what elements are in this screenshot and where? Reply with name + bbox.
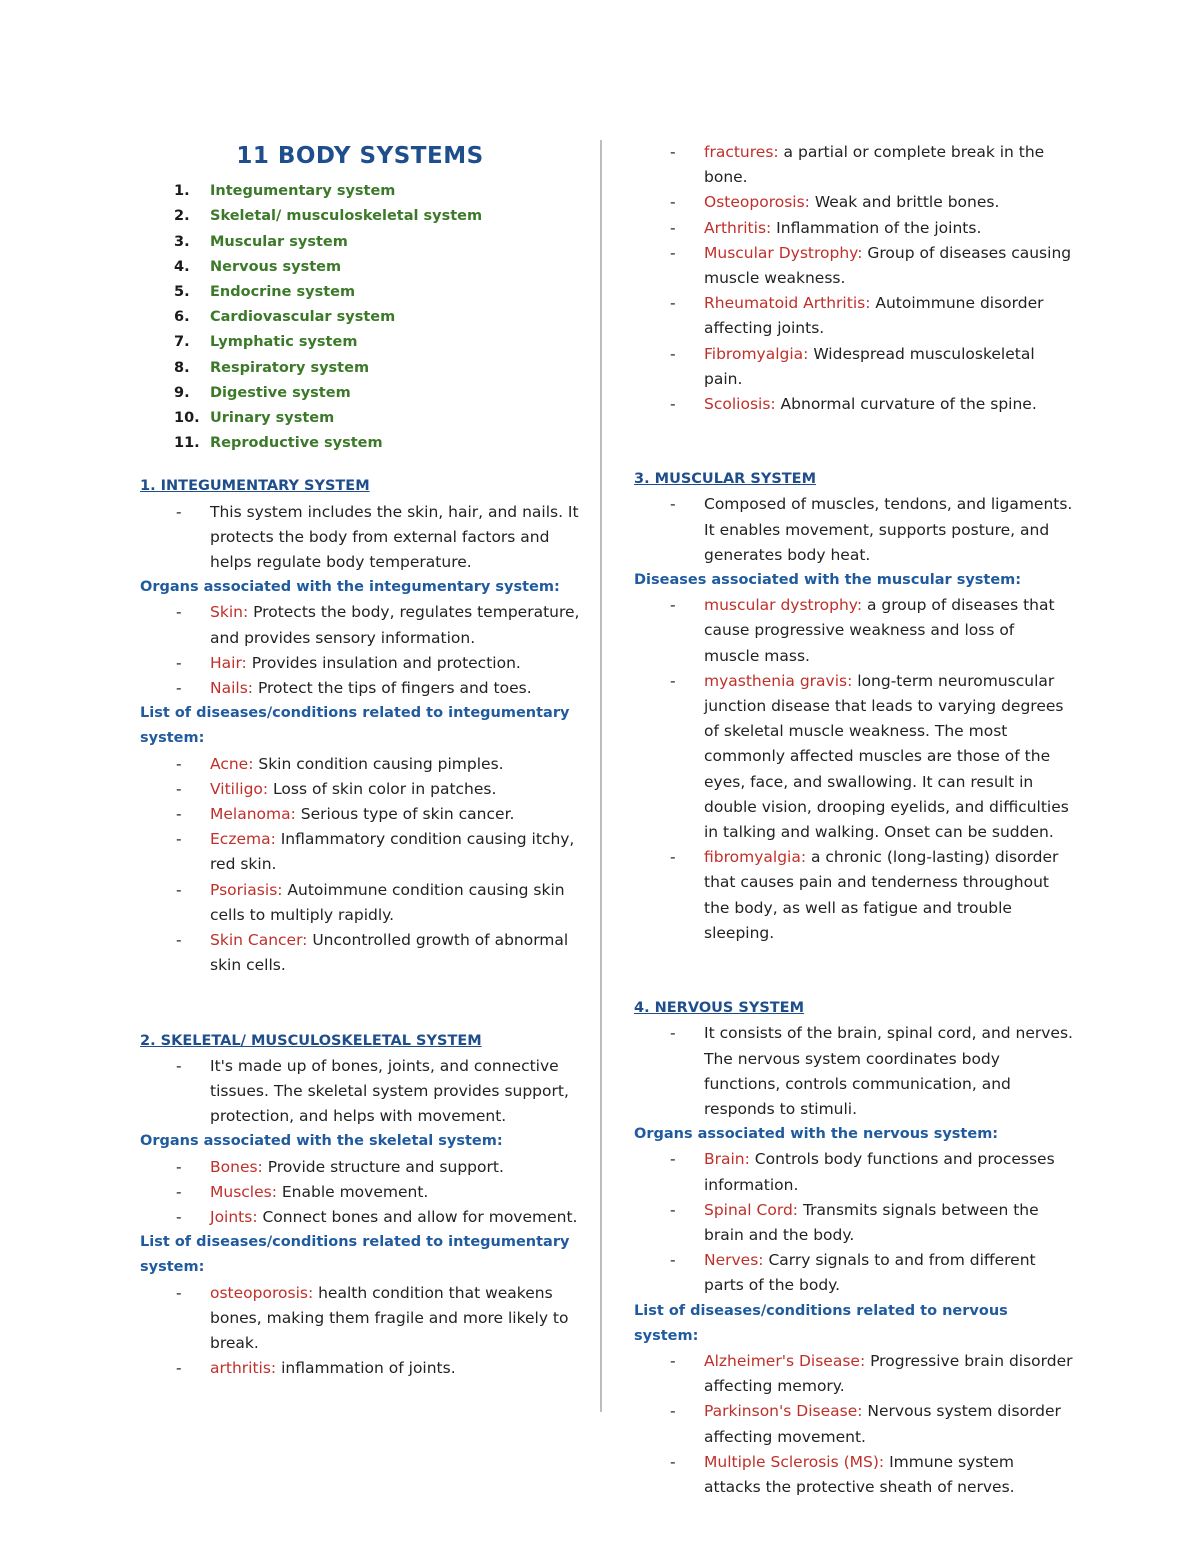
list-item: - Vitiligo: Loss of skin color in patches.	[176, 779, 497, 798]
list-item: 7. Lymphatic system	[174, 334, 358, 351]
list-item: 8. Respiratory system	[174, 359, 370, 376]
list-item: - Multiple Sclerosis (MS): Immune system attacks the protective sheath of nerves.	[670, 1452, 1015, 1496]
nervous-diseases-heading: List of diseases/conditions related to nervous system:	[634, 1302, 1008, 1344]
skeletal-heading: 2. SKELETAL/ MUSCULOSKELETAL SYSTEM	[140, 1032, 482, 1049]
nervous-intro	[634, 1021, 1074, 1122]
list-item: - This system includes the skin, hair, and nails. It protects the body from external factors and helps regulate body temperature.	[176, 502, 579, 572]
list-item: - Arthritis: Inflammation of the joints.	[670, 218, 982, 237]
muscular-intro	[634, 492, 1074, 568]
nervous-organs-heading: Organs associated with the nervous system:	[634, 1126, 999, 1143]
nervous-diseases-list	[634, 1349, 1074, 1500]
list-item: 11. Reproductive system	[174, 435, 383, 452]
list-item: - Alzheimer's Disease: Progressive brain disorder affecting memory.	[670, 1351, 1073, 1396]
integumentary-diseases-list	[140, 752, 580, 979]
list-item: - Osteoporosis: Weak and brittle bones.	[670, 193, 1000, 212]
list-item: - arthritis: inflammation of joints.	[176, 1359, 456, 1378]
list-item: - Joints: Connect bones and allow for movement.	[176, 1207, 578, 1226]
list-item: 4. Nervous system	[174, 258, 342, 275]
list-item: - Eczema: Inflammatory condition causing itchy, red skin.	[176, 830, 575, 874]
list-item: - Scoliosis: Abnormal curvature of the spine.	[670, 395, 1037, 414]
muscular-diseases-heading: Diseases associated with the muscular system:	[634, 572, 1022, 589]
list-item: 6. Cardiovascular system	[174, 309, 396, 326]
muscular-heading: 3. MUSCULAR SYSTEM	[634, 471, 816, 488]
list-item: 5. Endocrine system	[174, 284, 356, 301]
list-item: 2. Skeletal/ musculoskeletal system	[174, 208, 483, 225]
list-item: - fibromyalgia: a chronic (long-lasting) disorder that causes pain and tenderness throughout the body, as well as fatigue and trouble sleeping.	[670, 848, 1059, 942]
integumentary-organs-list	[140, 600, 580, 701]
list-item: - It's made up of bones, joints, and connective tissues. The skeletal system provides support, protection, and helps with movement.	[176, 1056, 569, 1126]
left-column	[140, 140, 580, 1381]
nervous-organs-list	[634, 1147, 1074, 1298]
list-item: - Parkinson's Disease: Nervous system disorder affecting movement.	[670, 1402, 1061, 1446]
list-item: - fractures: a partial or complete break in the bone.	[670, 143, 1045, 187]
right-column	[634, 140, 1074, 1500]
list-item: - Brain: Controls body functions and processes information.	[670, 1150, 1055, 1194]
list-item: - Psoriasis: Autoimmune condition causing skin cells to multiply rapidly.	[176, 880, 565, 924]
integumentary-heading: 1. INTEGUMENTARY SYSTEM	[140, 478, 370, 495]
list-item: - Fibromyalgia: Widespread musculoskeletal pain.	[670, 344, 1035, 388]
integumentary-diseases-heading: List of diseases/conditions related to integumentary system:	[140, 705, 570, 747]
page-title: 11 BODY SYSTEMS	[236, 143, 484, 169]
list-item: - It consists of the brain, spinal cord, and nerves. The nervous system coordinates body functions, controls communication, and responds to stimuli.	[670, 1024, 1073, 1118]
list-item: - Muscles: Enable movement.	[176, 1182, 429, 1201]
list-item: 10. Urinary system	[174, 410, 335, 427]
list-item: 1. Integumentary system	[174, 183, 396, 200]
list-item: - osteoporosis: health condition that weakens bones, making them fragile and more likely to break.	[176, 1283, 569, 1352]
list-item: - Muscular Dystrophy: Group of diseases causing muscle weakness.	[670, 243, 1072, 288]
skeletal-diseases-heading: List of diseases/conditions related to integumentary system:	[140, 1234, 570, 1276]
integumentary-intro	[140, 500, 580, 576]
list-item: - Spinal Cord: Transmits signals between the brain and the body.	[670, 1200, 1039, 1244]
skeletal-diseases-list	[140, 1281, 580, 1382]
list-item: - Hair: Provides insulation and protection.	[176, 653, 521, 672]
column-divider	[600, 140, 602, 1412]
list-item: 9. Digestive system	[174, 384, 351, 401]
list-item: - Composed of muscles, tendons, and ligaments. It enables movement, supports posture, and generates body heat.	[670, 495, 1073, 564]
list-item: - Acne: Skin condition causing pimples.	[176, 754, 504, 773]
systems-list	[140, 179, 580, 456]
skeletal-organs-heading: Organs associated with the skeletal system:	[140, 1133, 503, 1150]
integumentary-organs-heading: Organs associated with the integumentary system:	[140, 579, 560, 596]
list-item: - Rheumatoid Arthritis: Autoimmune disorder affecting joints.	[670, 294, 1044, 338]
list-item: - Nerves: Carry signals to and from different parts of the body.	[670, 1251, 1036, 1295]
skeletal-diseases-list-continued	[634, 140, 1074, 417]
list-item: - Melanoma: Serious type of skin cancer.	[176, 805, 515, 824]
skeletal-organs-list	[140, 1155, 580, 1231]
list-item: 3. Muscular system	[174, 233, 348, 250]
skeletal-intro	[140, 1054, 580, 1130]
nervous-heading: 4. NERVOUS SYSTEM	[634, 1000, 805, 1017]
list-item: - Nails: Protect the tips of fingers and toes.	[176, 679, 532, 698]
list-item: - Bones: Provide structure and support.	[176, 1157, 504, 1176]
list-item: - Skin: Protects the body, regulates temperature, and provides sensory information.	[176, 603, 580, 647]
muscular-diseases-list	[634, 593, 1074, 946]
list-item: - muscular dystrophy: a group of diseases that cause progressive weakness and loss of muscle mass.	[670, 596, 1055, 665]
list-item: - myasthenia gravis: long-term neuromuscular junction disease that leads to varying degrees of skeletal muscle weakness. The most commonly affected muscles are those of the eyes, face, and swallowing. It can result in double vision, drooping eyelids, and difficulties in talking and walking. Onset can be sudden.	[670, 671, 1069, 842]
list-item: - Skin Cancer: Uncontrolled growth of abnormal skin cells.	[176, 931, 569, 975]
